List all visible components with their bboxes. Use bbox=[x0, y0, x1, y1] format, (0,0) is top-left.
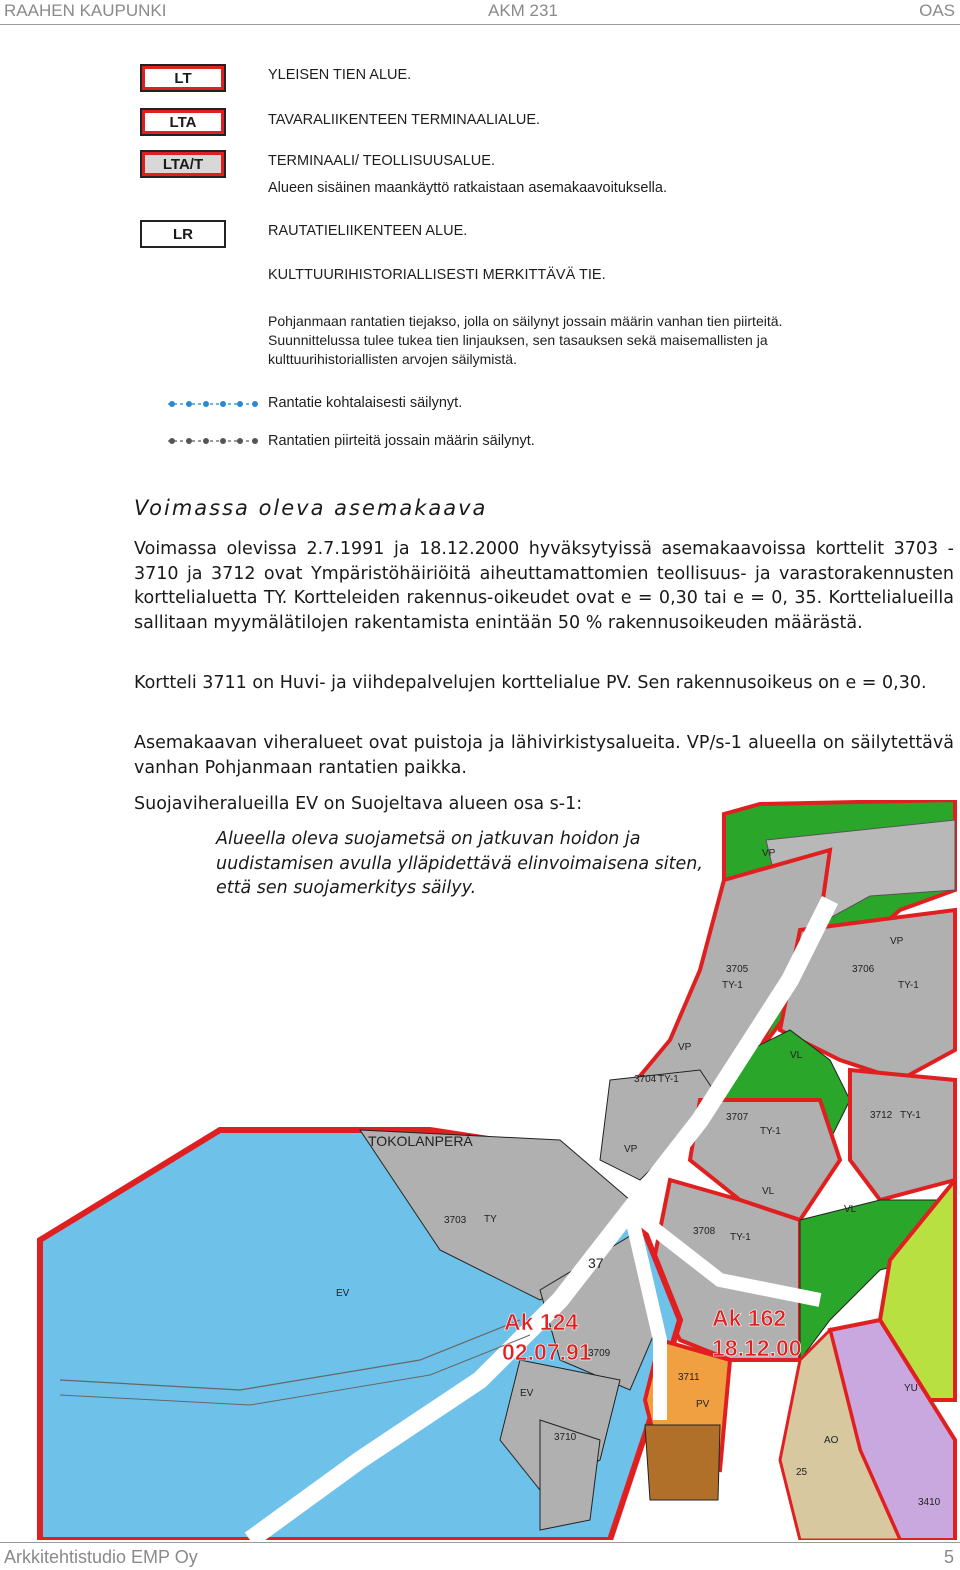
legend-code-lr: LR bbox=[140, 220, 226, 248]
header-right: OAS bbox=[919, 1, 955, 20]
map-label-ty1-a: TY-1 bbox=[722, 980, 743, 991]
legend-code-lta: LTA bbox=[140, 108, 226, 136]
map-label-3711: 3711 bbox=[678, 1372, 700, 1383]
legend-text-lta-t-desc: Alueen sisäinen maankäyttö ratkaistaan asemakaavoituksella. bbox=[268, 180, 667, 196]
map-label-vp-1: VP bbox=[762, 848, 776, 859]
quote-s1: Alueella oleva suojametsä on jatkuvan hoidon ja uudistamisen avulla ylläpidettävä elinvoimaisena siten, että sen suojamerkitys säilyy. bbox=[216, 829, 703, 898]
legend-road-desc-2: Suunnittelussa tulee tukea tien linjauksen, sen tasauksen sekä maisemallisten ja bbox=[268, 332, 768, 348]
page-header bbox=[0, 0, 960, 25]
map-label-3708: 3708 bbox=[693, 1226, 716, 1237]
paragraph-4: Suojaviheralueilla EV on Suojeltava alueen osa s-1: bbox=[134, 794, 583, 814]
map-label-ak124: Ak 124 bbox=[504, 1309, 579, 1335]
legend-road-desc-1: Pohjanmaan rantatien tiejakso, jolla on säilynyt jossain määrin vanhan tien piirteitä. bbox=[268, 313, 783, 329]
map-label-37: 37 bbox=[588, 1255, 604, 1271]
map-label-ak162: Ak 162 bbox=[712, 1305, 787, 1331]
map-label-yu: YU bbox=[904, 1383, 918, 1394]
map-label-ev-2: EV bbox=[520, 1388, 534, 1399]
header-left: RAAHEN KAUPUNKI bbox=[4, 1, 167, 20]
map-label-ty1-e: TY-1 bbox=[900, 1110, 921, 1121]
legend-text-lta: TAVARALIIKENTEEN TERMINAALIALUE. bbox=[268, 112, 541, 128]
map-label-ty1-d: TY-1 bbox=[760, 1126, 781, 1137]
map-label-vp-2: VP bbox=[890, 936, 904, 947]
map-label-vl-1: VL bbox=[790, 1050, 803, 1061]
map-area-brown bbox=[645, 1425, 720, 1500]
map-label-vl-2: VL bbox=[762, 1186, 775, 1197]
paragraph-3: Asemakaavan viheralueet ovat puistoja ja lähivirkistysalueita. VP/s-1 alueella on säilytettävä vanhan Pohjanmaan rantatien paikka. bbox=[134, 733, 954, 778]
map-label-3410: 3410 bbox=[918, 1497, 941, 1508]
legend-road-desc-3: kulttuurihistoriallisten arvojen säilymistä. bbox=[268, 351, 517, 367]
map-label-3707: 3707 bbox=[726, 1112, 749, 1123]
legend-line-blue-text: Rantatie kohtalaisesti säilynyt. bbox=[268, 395, 463, 411]
map-label-3712: 3712 bbox=[870, 1110, 893, 1121]
legend-text-lr: RAUTATIELIIKENTEEN ALUE. bbox=[268, 223, 468, 239]
map-label-vp-3: VP bbox=[678, 1042, 692, 1053]
map-label-ty: TY bbox=[484, 1214, 497, 1225]
map-label-3709: 3709 bbox=[588, 1348, 611, 1359]
map-label-ao: AO bbox=[824, 1435, 839, 1446]
map-label-ak124-date: 02.07.91 bbox=[502, 1339, 592, 1365]
map-label-25: 25 bbox=[796, 1467, 808, 1478]
legend-code-lt: LT bbox=[140, 64, 226, 92]
map-label-3703: 3703 bbox=[444, 1215, 467, 1226]
legend-line-symbols bbox=[160, 396, 260, 448]
map-block-3712 bbox=[850, 1070, 955, 1200]
map-label-ev-1: EV bbox=[336, 1288, 350, 1299]
map-label-ty1-f: TY-1 bbox=[730, 1232, 751, 1243]
map-label-vp-4: VP bbox=[624, 1144, 638, 1155]
page-footer bbox=[0, 1542, 960, 1570]
map-label-ty1-b: TY-1 bbox=[898, 980, 919, 991]
header-center: AKM 231 bbox=[488, 1, 558, 20]
map-label-vl-3: VL bbox=[844, 1204, 857, 1215]
map-label-place: TOKOLANPERÄ bbox=[368, 1133, 473, 1149]
map-label-3704: 3704 bbox=[634, 1074, 657, 1085]
legend-code-lta-t: LTA/T bbox=[140, 150, 226, 178]
legend-text-lta-t: TERMINAALI/ TEOLLISUUSALUE. bbox=[268, 153, 495, 169]
zoning-map bbox=[0, 800, 960, 1540]
map-label-3705: 3705 bbox=[726, 964, 749, 975]
section-title: Voimassa oleva asemakaava bbox=[134, 496, 488, 520]
map-label-ty1-c: TY-1 bbox=[658, 1074, 679, 1085]
map-label-pv: PV bbox=[696, 1399, 710, 1410]
footer-left: Arkkitehtistudio EMP Oy bbox=[4, 1547, 198, 1567]
paragraph-1: Voimassa olevissa 2.7.1991 ja 18.12.2000 hyväksytyissä asemakaavoissa korttelit 3703 - 3710 ja 3712 ovat Ympäristöhäiriöitä aiheuttamattomien teollisuus- ja varastorakennusten korttelialuetta TY. Kortteleiden rakennus-oikeudet ovat e = 0,30 tai e = 0, 35. Korttelialueilla sallitaan myymälätilojen rakentamista enintään 50 % rakennusoikeuden määrästä. bbox=[134, 539, 954, 633]
map-label-3710: 3710 bbox=[554, 1432, 577, 1443]
map-label-ak162-date: 18.12.00 bbox=[712, 1335, 802, 1361]
legend-text-lt: YLEISEN TIEN ALUE. bbox=[268, 67, 412, 83]
map-label-3706: 3706 bbox=[852, 964, 875, 975]
legend-road-title: KULTTUURIHISTORIALLISESTI MERKITTÄVÄ TIE. bbox=[268, 267, 606, 283]
legend-line-gray-text: Rantatien piirteitä jossain määrin säilynyt. bbox=[268, 433, 535, 449]
page-number: 5 bbox=[943, 1547, 954, 1567]
paragraph-2: Kortteli 3711 on Huvi- ja viihdepalvelujen korttelialue PV. Sen rakennusoikeus on e = 0,30. bbox=[134, 673, 927, 693]
